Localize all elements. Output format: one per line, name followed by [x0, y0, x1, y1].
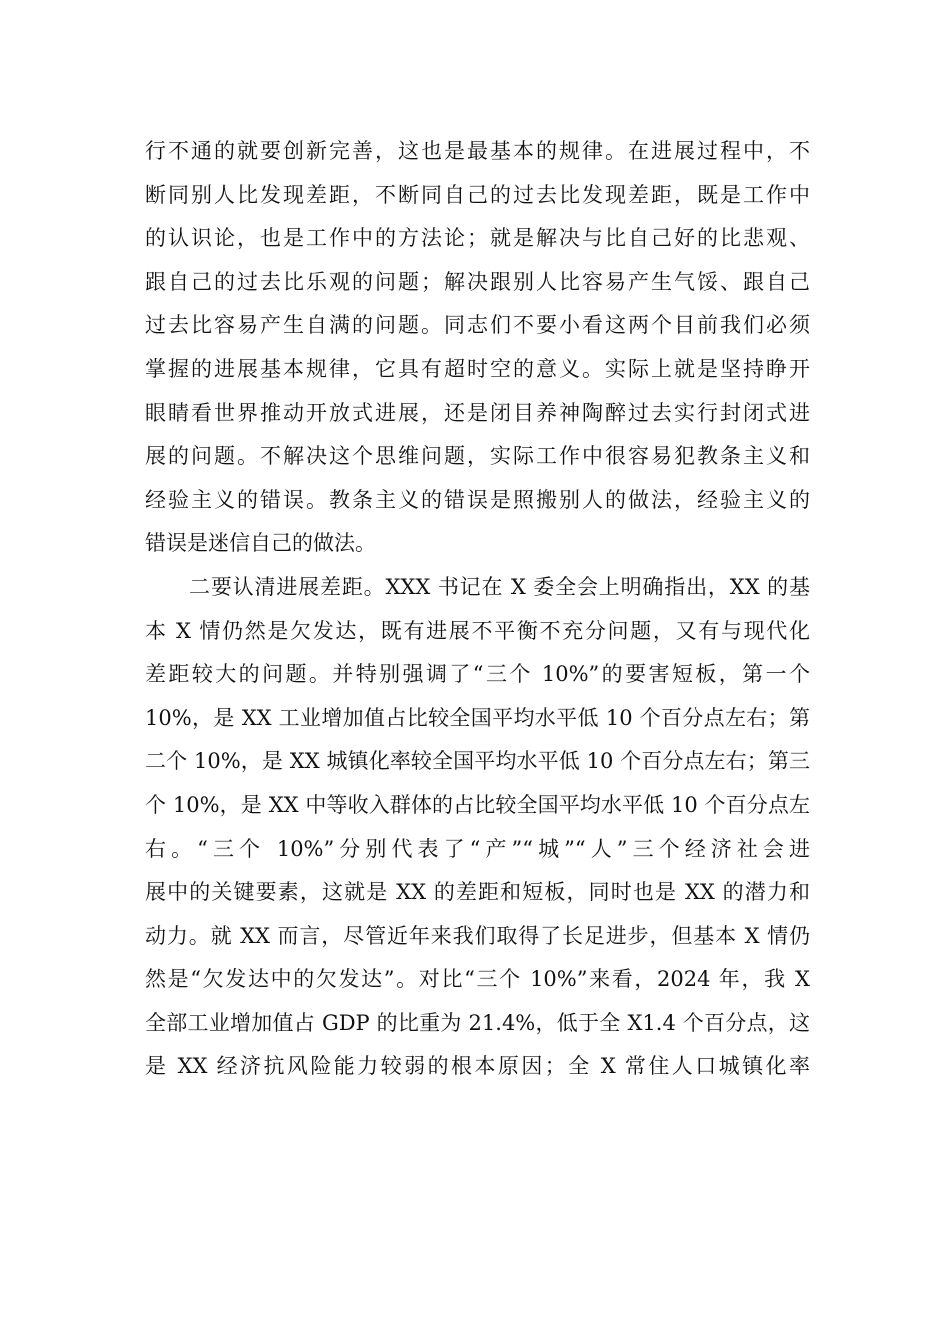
text-line: 跟自己的过去比乐观的问题；解决跟别人比容易产生气馁、跟自己 — [145, 269, 810, 294]
text-line: 本 X 情仍然是欠发达，既有进展不平衡不充分问题，又有与现代化 — [145, 618, 810, 643]
text-line: 过去比容易产生自满的问题。同志们不要小看这两个目前我们必须 — [145, 313, 810, 338]
text-line: 个 10%，是 XX 中等收入群体的占比较全国平均水平低 10 个百分点左 — [145, 792, 810, 817]
text-line: 10%，是 XX 工业增加值占比较全国平均水平低 10 个百分点左右；第 — [145, 705, 810, 730]
text-line: 经验主义的错误。教条主义的错误是照搬别人的做法，经验主义的 — [145, 487, 810, 512]
text-line: 差距较大的问题。并特别强调了“三个 10%”的要害短板，第一个 — [145, 662, 810, 687]
text-line: 右。“三个 10%”分别代表了“产”“城”“人”三个经济社会进 — [145, 836, 810, 861]
text-line: 的认识论，也是工作中的方法论；就是解决与比自己好的比悲观、 — [145, 226, 810, 251]
paragraph-start-line: 二要认清进展差距。XXX 书记在 X 委全会上明确指出，XX 的基 — [189, 574, 810, 599]
text-line: 全部工业增加值占 GDP 的比重为 21.4%，低于全 X1.4 个百分点，这 — [145, 1010, 810, 1035]
text-line: 然是“欠发达中的欠发达”。对比“三个 10%”来看，2024 年，我 X — [145, 967, 810, 992]
text-line: 展中的关键要素，这就是 XX 的差距和短板，同时也是 XX 的潜力和 — [145, 880, 810, 905]
text-line: 掌握的进展基本规律，它具有超时空的意义。实际上就是坚持睁开 — [145, 356, 810, 381]
body-text — [145, 130, 810, 1089]
text-line: 眼睛看世界推动开放式进展，还是闭目养神陶醉过去实行封闭式进 — [145, 400, 810, 425]
text-line: 展的问题。不解决这个思维问题，实际工作中很容易犯教条主义和 — [145, 444, 810, 469]
text-line: 是 XX 经济抗风险能力较弱的根本原因；全 X 常住人口城镇化率 — [145, 1054, 810, 1079]
text-line: 断同别人比发现差距，不断同自己的过去比发现差距，既是工作中 — [145, 182, 810, 207]
text-line: 二个 10%，是 XX 城镇化率较全国平均水平低 10 个百分点左右；第三 — [145, 749, 810, 774]
text-line: 行不通的就要创新完善，这也是最基本的规律。在进展过程中，不 — [145, 139, 810, 163]
text-line: 错误是迷信自己的做法。 — [145, 531, 376, 556]
text-line: 动力。就 XX 而言，尽管近年来我们取得了长足进步，但基本 X 情仍 — [145, 923, 810, 948]
